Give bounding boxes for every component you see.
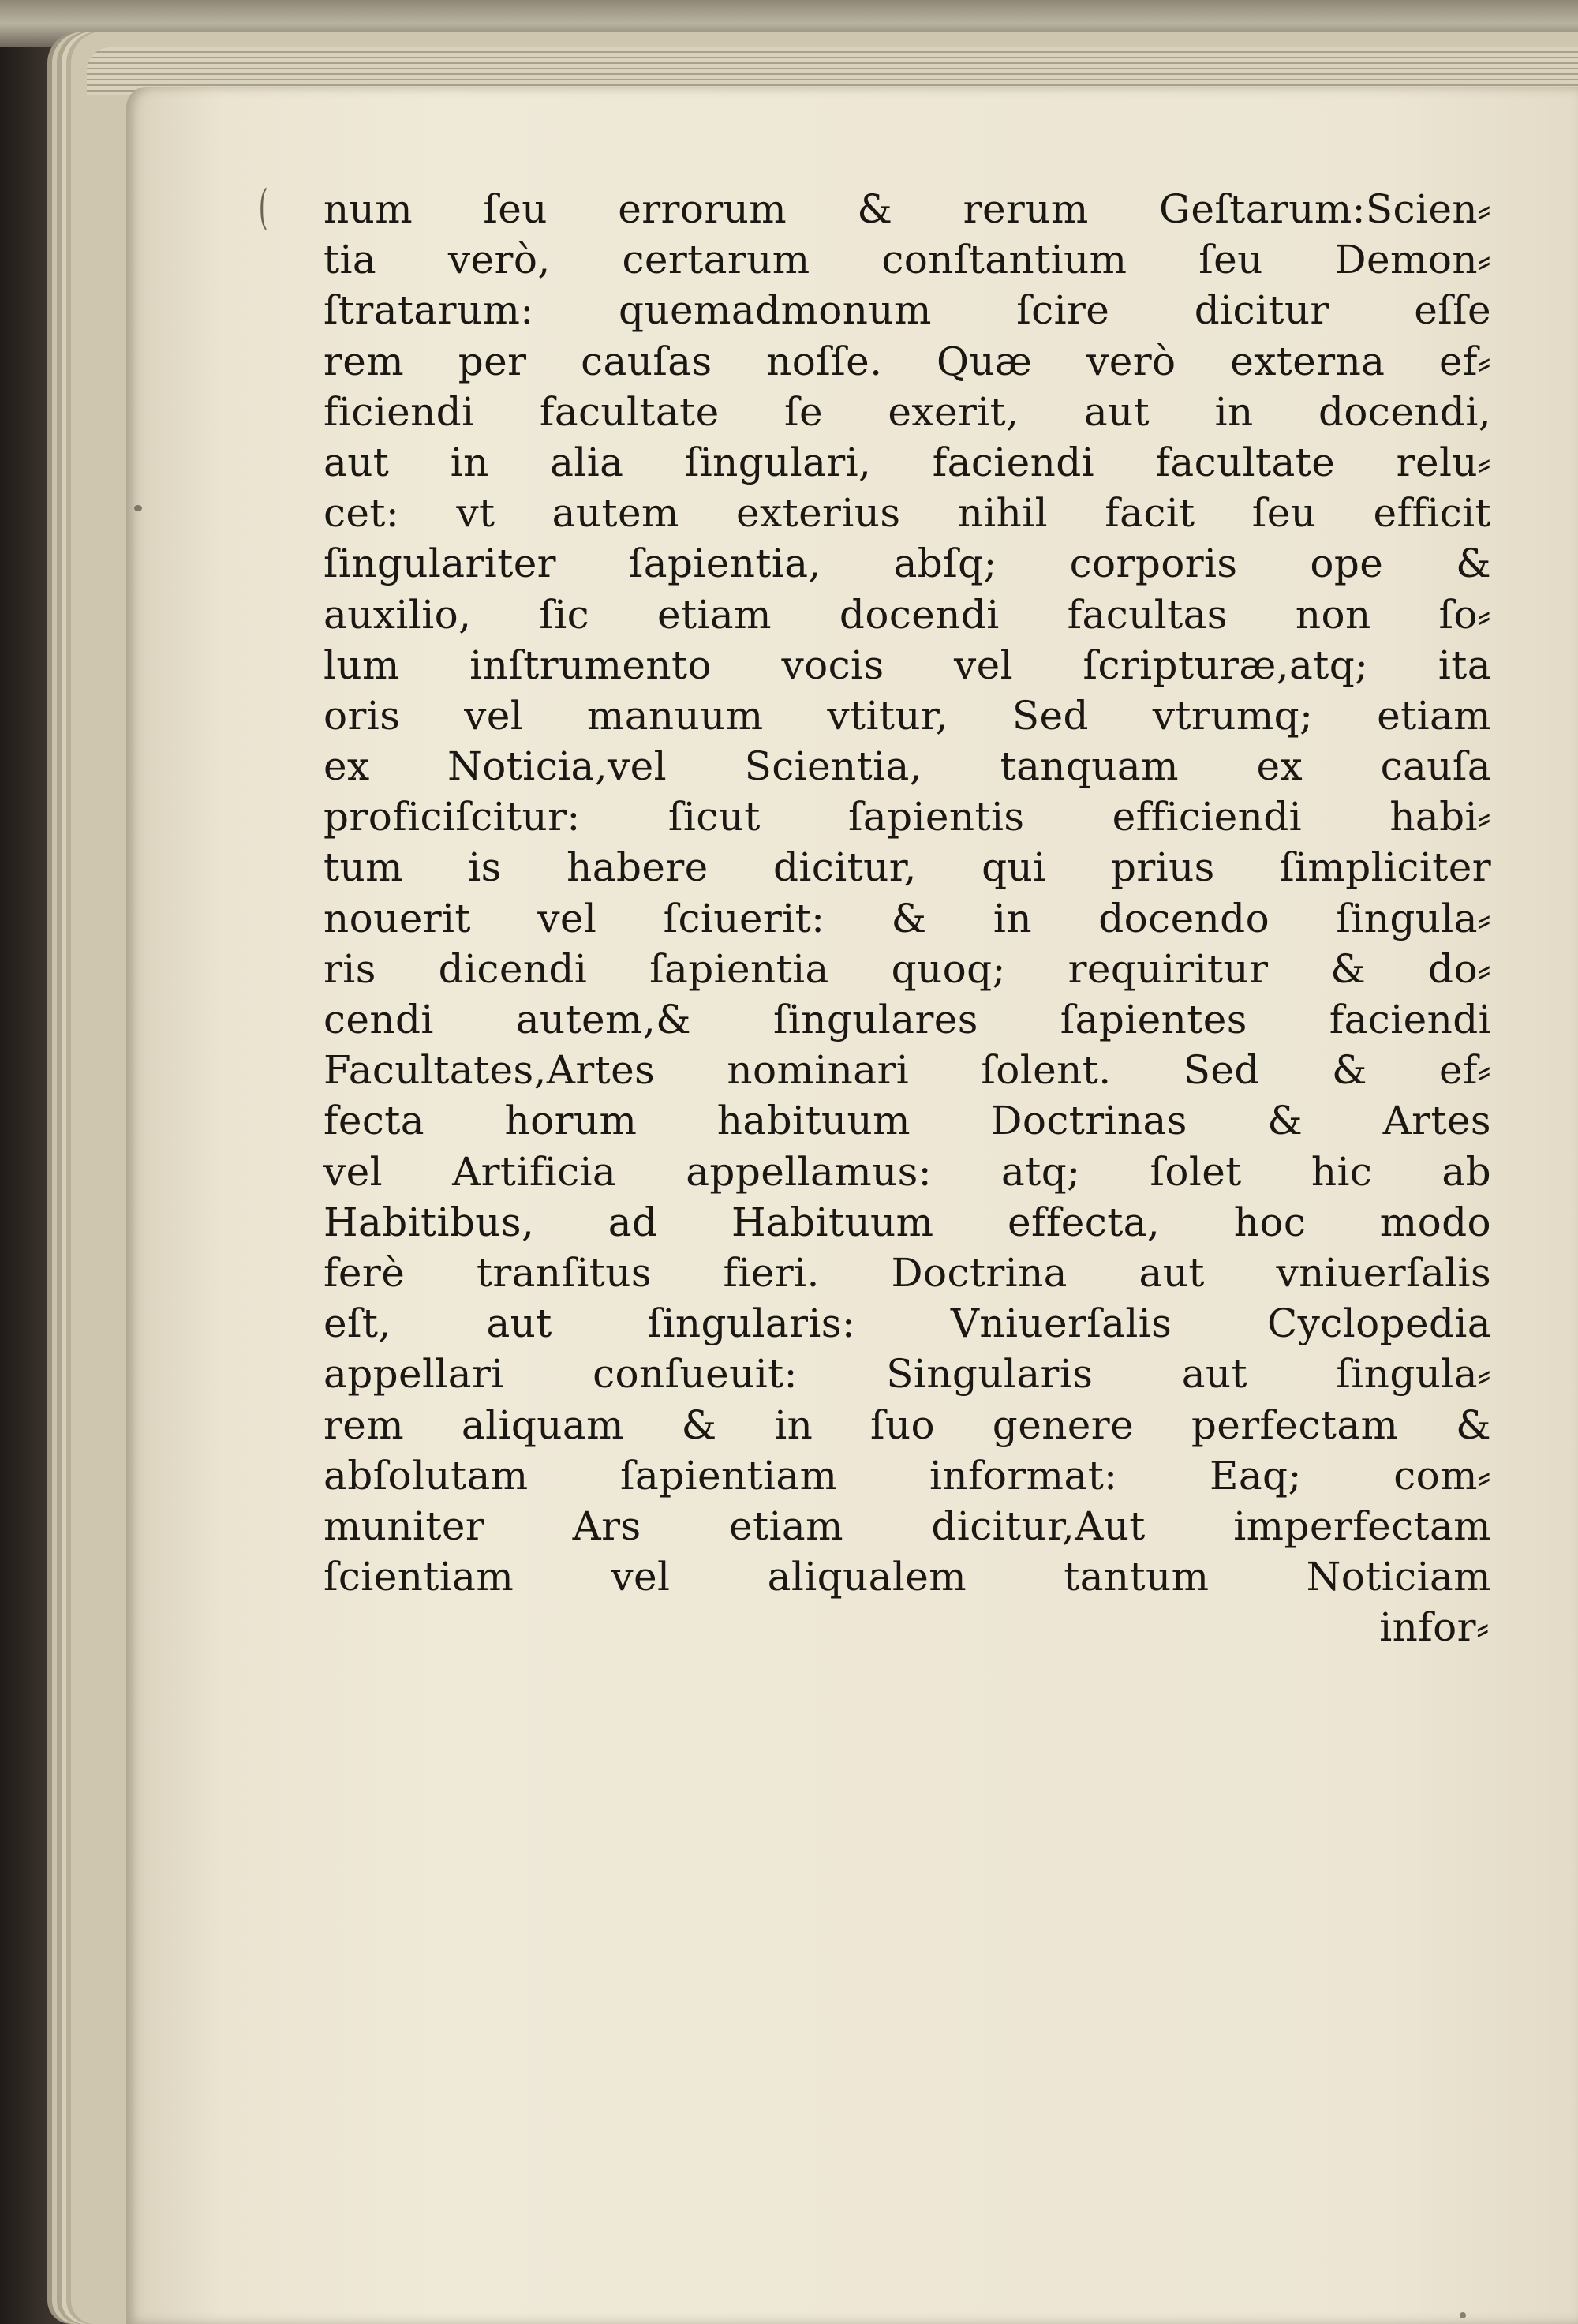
text-line-8: ſingulariter ſapientia, abſq; corporis ope & <box>323 541 1491 587</box>
catchword: infor⸗ <box>1379 1604 1490 1651</box>
text-line-25: rem aliquam & in ſuo genere perfectam & <box>323 1402 1491 1448</box>
text-line-14: tum is habere dicitur, qui prius ſimpliciter <box>323 844 1491 891</box>
text-line-10: lum inſtrumento vocis vel ſcripturæ,atq; ita <box>323 642 1491 688</box>
text-line-9: auxilio, ſic etiam docendi facultas non ſo⸗ <box>323 591 1491 638</box>
text-line-17: cendi autem,& ſingulares ſapientes faciendi <box>323 997 1491 1042</box>
text-line-2: tia verò, certarum conſtantium ſeu Demon⸗ <box>323 237 1491 283</box>
text-line-13: proficiſcitur: ſicut ſapientis efficiendi habi⸗ <box>323 794 1491 840</box>
text-line-24: appellari conſueuit: Singularis aut ſingula⸗ <box>323 1351 1491 1398</box>
text-line-20: vel Artificia appellamus: atq; ſolet hic ab <box>323 1148 1491 1195</box>
text-line-3: ſtratarum: quemadmonum ſcire dicitur eſſe <box>323 287 1491 334</box>
latin-text-block <box>323 184 1491 1652</box>
text-line-7: cet: vt autem exterius nihil facit ſeu efficit <box>323 490 1491 537</box>
text-line-28: ſcientiam vel aliqualem tantum Noticiam <box>323 1554 1491 1600</box>
text-line-5: ficiendi facultate ſe exerit, aut in docendi, <box>323 388 1491 435</box>
text-line-23: eſt, aut ſingularis: Vniuerſalis Cyclopedia <box>323 1300 1491 1347</box>
text-line-19: fecta horum habituum Doctrinas & Artes <box>323 1098 1491 1144</box>
ink-spot <box>134 505 142 511</box>
text-line-6: aut in alia ſingulari, faciendi facultate relu⸗ <box>323 439 1491 485</box>
text-line-22: ferè tranſitus fieri. Doctrina aut vniuerſalis <box>323 1249 1491 1296</box>
text-line-1: num ſeu errorum & rerum Geſtarum:Scien⸗ <box>323 186 1491 232</box>
text-line-11: oris vel manuum vtitur, Sed vtrumq; etiam <box>323 692 1491 739</box>
text-line-27: muniter Ars etiam dicitur,Aut imperfectam <box>323 1503 1491 1549</box>
text-line-18: Facultates,Artes nominari ſolent. Sed & ef⸗ <box>323 1047 1491 1094</box>
text-line-15: nouerit vel ſciuerit: & in docendo ſingula⸗ <box>323 895 1491 941</box>
margin-bracket-mark: ( <box>258 180 268 235</box>
text-line-26: abſolutam ſapientiam informat: Eaq; com⸗ <box>323 1452 1491 1499</box>
ink-spot <box>1460 2312 1466 2318</box>
text-line-21: Habitibus, ad Habituum effecta, hoc modo <box>323 1199 1491 1245</box>
text-line-12: ex Noticia,vel Scientia, tanquam ex cauſa <box>323 743 1491 790</box>
text-line-16: ris dicendi ſapientia quoq; requiritur & do⸗ <box>323 945 1491 992</box>
text-line-4: rem per cauſas noſſe. Quæ verò externa ef⸗ <box>323 338 1491 384</box>
